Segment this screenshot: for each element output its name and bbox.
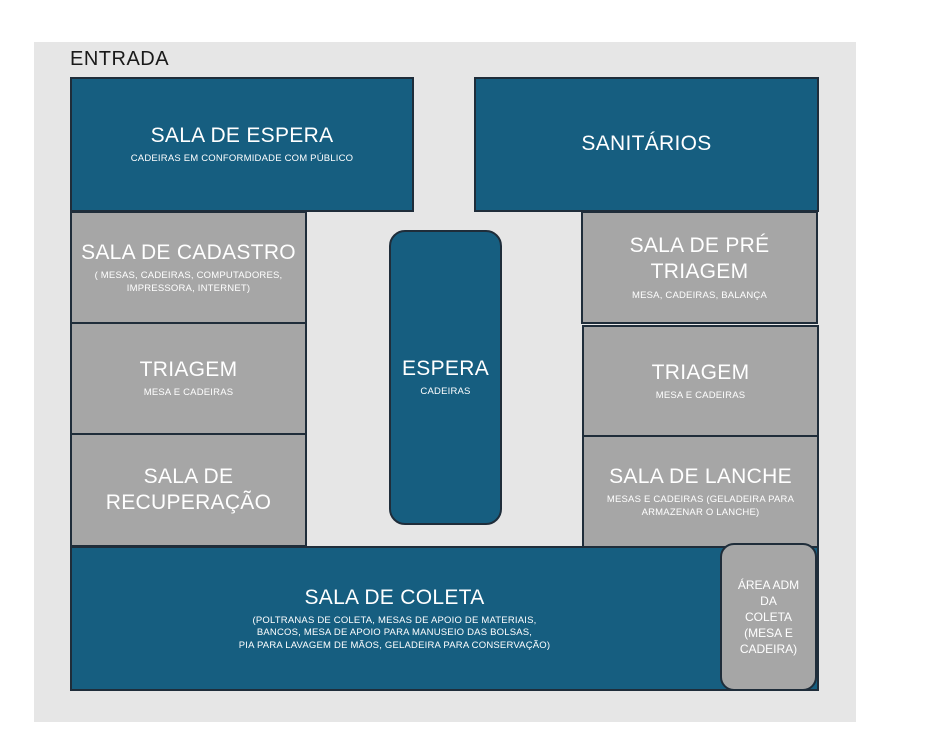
room-sanitarios bbox=[474, 77, 819, 212]
room-description: CADEIRAS bbox=[420, 386, 471, 398]
room-title: SANITÁRIOS bbox=[581, 132, 712, 156]
room-description-line: ARMAZENAR O LANCHE) bbox=[641, 506, 760, 518]
room-triagem-right bbox=[582, 325, 819, 437]
room-description-line: ( MESAS, CADEIRAS, COMPUTADORES, bbox=[94, 270, 283, 282]
room-title-line: RECUPERAÇÃO bbox=[105, 491, 272, 514]
room-description: MESA E CADEIRAS bbox=[143, 387, 234, 399]
room-title-line: COLETA bbox=[744, 609, 793, 624]
room-description-line: MESAS E CADEIRAS (GELADEIRA PARA bbox=[606, 494, 795, 506]
room-description: MESA E CADEIRAS bbox=[655, 389, 746, 401]
entrance-label: ENTRADA bbox=[70, 48, 170, 70]
room-title: SALA DE CADASTRO bbox=[81, 241, 296, 265]
room-description bbox=[95, 270, 283, 295]
room-title: SALA DE LANCHE bbox=[609, 465, 792, 489]
room-title-line: TRIAGEM bbox=[650, 260, 749, 284]
room-title-line: (MESA E bbox=[744, 626, 793, 641]
room-title-line: DA bbox=[760, 593, 777, 608]
room-title: TRIAGEM bbox=[651, 360, 750, 384]
room-title: TRIAGEM bbox=[139, 358, 238, 382]
room-title: SALA DE COLETA bbox=[304, 585, 485, 609]
room-description bbox=[239, 615, 551, 652]
room-sala-de-recuperacao bbox=[70, 433, 307, 547]
room-sala-de-espera bbox=[70, 77, 414, 212]
room-triagem-left bbox=[70, 322, 307, 435]
room-title: ESPERA bbox=[402, 357, 489, 381]
room-description: MESA, CADEIRAS, BALANÇA bbox=[632, 289, 767, 301]
room-sala-de-coleta bbox=[70, 546, 819, 691]
room-description-line: PIA PARA LAVAGEM DE MÃOS, GELADEIRA PARA CONSERVAÇÃO) bbox=[238, 639, 551, 651]
room-description-line: (POLTRANAS DE COLETA, MESAS DE APOIO DE MATERIAIS, bbox=[252, 615, 537, 627]
room-description bbox=[607, 494, 794, 519]
room-title-line: ÁREA ADM bbox=[737, 577, 800, 592]
room-area-adm-da-coleta bbox=[720, 543, 817, 691]
room-description: CADEIRAS EM CONFORMIDADE COM PÚBLICO bbox=[130, 153, 354, 165]
room-title-line: CADEIRA) bbox=[739, 642, 798, 657]
room-title-line: SALA DE bbox=[143, 464, 234, 488]
room-title-line: SALA DE PRÉ bbox=[629, 234, 770, 258]
room-espera bbox=[389, 230, 502, 525]
room-sala-de-cadastro bbox=[70, 211, 307, 324]
room-sala-de-lanche bbox=[582, 435, 819, 548]
room-sala-de-pre-triagem bbox=[581, 211, 818, 324]
room-description-line: BANCOS, MESA DE APOIO PARA MANUSEIO DAS BOLSAS, bbox=[256, 627, 533, 639]
room-description-line: IMPRESSORA, INTERNET) bbox=[126, 282, 251, 294]
room-title: SALA DE ESPERA bbox=[150, 124, 334, 148]
